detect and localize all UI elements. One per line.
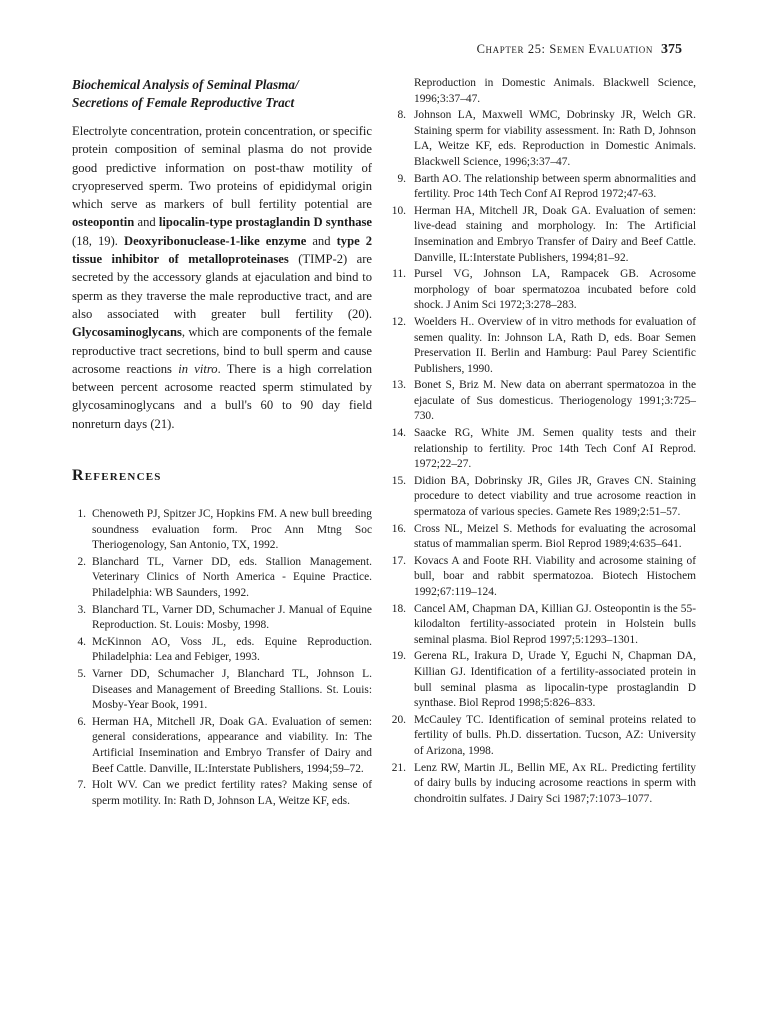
term-in-vitro: in vitro (178, 361, 218, 376)
reference-text: Bonet S, Briz M. New data on aberrant spermatozoa in the ejaculate of Sus domesticus. Theriogenology 1991;3:725–730. (414, 379, 696, 423)
reference-item (388, 426, 696, 473)
reference-text: Barth AO. The relationship between sperm abnormalities and fertility. Proc 14th Tech Conf AI Reprod 1972;47-63. (414, 172, 696, 201)
reference-item (388, 554, 696, 601)
reference-text: Blanchard TL, Varner DD, Schumacher J. Manual of Equine Reproduction. St. Louis: Mosby, 1998. (92, 603, 372, 632)
reference-number: 11. (392, 268, 406, 281)
right-column (388, 76, 696, 808)
reference-text: Herman HA, Mitchell JR, Doak GA. Evaluation of semen: general considerations, appearance and viability. In: The Artificial Insemination and Embryo Transfer of Dairy and Beef Cattle. Danville, IL:Interstate Publishers, 1994;59–72. (92, 715, 372, 775)
reference-number: 10. (391, 204, 406, 217)
reference-number: 17. (391, 554, 406, 567)
reference-text: Reproduction in Domestic Animals. Blackwell Science, 1996;3:37–47. (414, 77, 696, 105)
reference-item (388, 267, 696, 314)
references-heading: References (72, 467, 162, 485)
reference-text: McKinnon AO, Voss JL, eds. Equine Reproduction. Philadelphia: Lea and Febiger, 1993. (92, 635, 372, 664)
reference-number: 20. (391, 713, 406, 726)
section-title (72, 76, 372, 112)
reference-text: Kovacs A and Foote RH. Viability and acrosome staining of bull, boar and rabbit spermatozoa. Biotech Histochem 1992;67:119–124. (414, 554, 696, 598)
reference-item (388, 204, 696, 266)
reference-text: Woelders H.. Overview of in vitro methods for evaluation of semen quality. In: Johnson LA, Rath D, eds. Boar Semen Preservation II. Berlin and Hamburg: Paul Parey Scientific Publishers, 1990. (414, 315, 696, 375)
reference-number: 4. (77, 635, 86, 648)
section-title-line-2: Secretions of Female Reproductive Tract (72, 95, 295, 110)
reference-text: Gerena RL, Irakura D, Urade Y, Eguchi N, Chapman DA, Killian GJ. Identification of a fertility-associated protein in bull seminal plasma as lipocalin-type prostaglandin D synthase. Biol Reprod 1998;5:826–833. (414, 650, 696, 710)
body-text: and (134, 215, 159, 230)
running-head (60, 42, 682, 58)
reference-number: 6. (77, 715, 86, 728)
reference-item (72, 715, 372, 777)
term-timp2: type 2 tissue inhibitor of metalloproteinases (72, 233, 373, 267)
running-title: Chapter 25: Semen Evaluation (476, 42, 653, 56)
reference-item (72, 603, 372, 634)
reference-item (388, 315, 696, 377)
reference-number: 8. (397, 109, 406, 122)
body-paragraph (72, 122, 372, 433)
reference-item (72, 507, 372, 554)
reference-list-right (388, 76, 696, 807)
reference-text: Johnson LA, Maxwell WMC, Dobrinsky JR, Welch GR. Staining sperm for viability assessment. In: Rath D, Johnson LA, Weitze KF, eds. Reproduction in Domestic Animals. Blackwell Science, 1996;3:37–47. (414, 109, 696, 168)
reference-item (388, 378, 696, 425)
reference-number: 7. (77, 779, 86, 792)
reference-item (388, 108, 696, 170)
term-lipocalin: lipocalin-type prostaglandin D synthase (158, 215, 372, 230)
reference-item (388, 172, 696, 203)
body-text: , which are components of the female reproductive tract secretions, bind to bull sperm and cause acrosome reactions (72, 325, 372, 376)
reference-item (72, 778, 372, 809)
reference-number: 16. (391, 522, 406, 535)
reference-number: 5. (77, 667, 86, 680)
reference-number: 9. (397, 172, 406, 185)
reference-item (388, 602, 696, 649)
term-glycosaminoglycans: Glycosaminoglycans (72, 325, 182, 340)
reference-text: Chenoweth PJ, Spitzer JC, Hopkins FM. A new bull breeding soundness evaluation form. Proc Ann Mtng Soc Theriogenology, San Antonio, TX, 1992. (92, 508, 372, 552)
reference-number: 2. (77, 555, 86, 568)
reference-item (72, 555, 372, 602)
reference-number: 13. (391, 379, 406, 392)
reference-text: Blanchard TL, Varner DD, eds. Stallion Management. Veterinary Clinics of North America - Equine Practice. Philadelphia: WB Saunders, 1992. (92, 555, 372, 600)
reference-number: 18. (391, 602, 406, 615)
left-column (72, 76, 372, 810)
reference-text: Cancel AM, Chapman DA, Killian GJ. Osteopontin is the 55-kilodalton fertility-associated protein in Holstein bulls seminal plasma. Biol Reprod 1997;5:1293–1301. (414, 602, 696, 646)
section-title-line-1: Biochemical Analysis of Seminal Plasma/ (72, 77, 299, 92)
reference-text: Pursel VG, Johnson LA, Rampacek GB. Acrosome morphology of boar spermatozoa incubated before cold shock. J Anim Sci 1972;3:278–283. (414, 268, 696, 312)
reference-item (388, 522, 696, 553)
body-text: (TIMP-2) are secreted by the accessory glands at ejaculation and bind to sperm as they traverse the male reproductive tract, and are also associated with greater bull fertility (20). (72, 252, 373, 321)
reference-list-left (72, 507, 372, 809)
reference-number: 14. (391, 427, 406, 440)
body-text: and (306, 233, 337, 248)
reference-item (388, 649, 696, 711)
reference-number: 15. (391, 474, 406, 487)
reference-text: Holt WV. Can we predict fertility rates? Making sense of sperm motility. In: Rath D, Johnson LA, Weitze KF, eds. (92, 779, 372, 807)
reference-item (388, 761, 696, 808)
reference-text: Varner DD, Schumacher J, Blanchard TL, Johnson L. Diseases and Management of Breeding Stallions. St. Louis: Mosby-Year Book, 1991. (92, 667, 372, 712)
body-text: . There is a high correlation between percent acrosome reacted sperm stimulated by glycosaminoglycans and a bull's 60 to 90 day field nonreturn days (21). (72, 361, 372, 431)
reference-item (388, 474, 696, 521)
term-deoxyribonuclease: Deoxyribonuclease-1-like enzyme (123, 233, 307, 248)
reference-text: Didion BA, Dobrinsky JR, Giles JR, Graves CN. Staining procedure to detect viability and true acrosome reaction in spermatoza of various species. Gamete Res 1989;2:51–57. (414, 474, 696, 519)
reference-text: Herman HA, Mitchell JR, Doak GA. Evaluation of semen: live-dead staining and morphology. In: The Artificial Insemination and Embryo Transfer of Dairy and Beef Cattle. Danville, IL:Interstate Publishers, 1994;81–92. (414, 204, 696, 264)
reference-number: 3. (77, 603, 86, 616)
reference-number: 21. (391, 761, 406, 774)
body-text: (18, 19). (72, 233, 124, 248)
reference-item (72, 635, 372, 666)
reference-text: Cross NL, Meizel S. Methods for evaluating the acrosomal status of mammalian sperm. Biol Reprod 1989;4:635–641. (414, 522, 696, 551)
reference-continuation (388, 76, 696, 107)
reference-number: 12. (391, 315, 406, 328)
reference-text: Saacke RG, White JM. Semen quality tests and their relationship to fertility. Proc 14th Tech Conf AI Reprod. 1972;22–27. (414, 427, 696, 471)
reference-number: 19. (391, 650, 406, 663)
reference-number: 1. (77, 508, 86, 521)
reference-item (72, 667, 372, 714)
reference-text: McCauley TC. Identification of seminal proteins related to fertility of bulls. Ph.D. dissertation. Tucson, AZ: University of Arizona, 1998. (414, 713, 696, 757)
page-number: 375 (661, 42, 682, 57)
reference-item (388, 713, 696, 760)
reference-text: Lenz RW, Martin JL, Bellin ME, Ax RL. Predicting fertility of dairy bulls by inducing acrosome reactions in sperm with chondroitin sulfates. J Dairy Sci 1987;7:1073–1077. (414, 761, 696, 805)
body-text: Electrolyte concentration, protein concentration, or specific protein composition of seminal plasma do not provide good predictive information on post-thaw motility of cryopreserved sperm. Two proteins of epididymal origin which serve as markers of bull fertility potential are (72, 124, 372, 212)
term-osteopontin: osteopontin (72, 215, 135, 230)
